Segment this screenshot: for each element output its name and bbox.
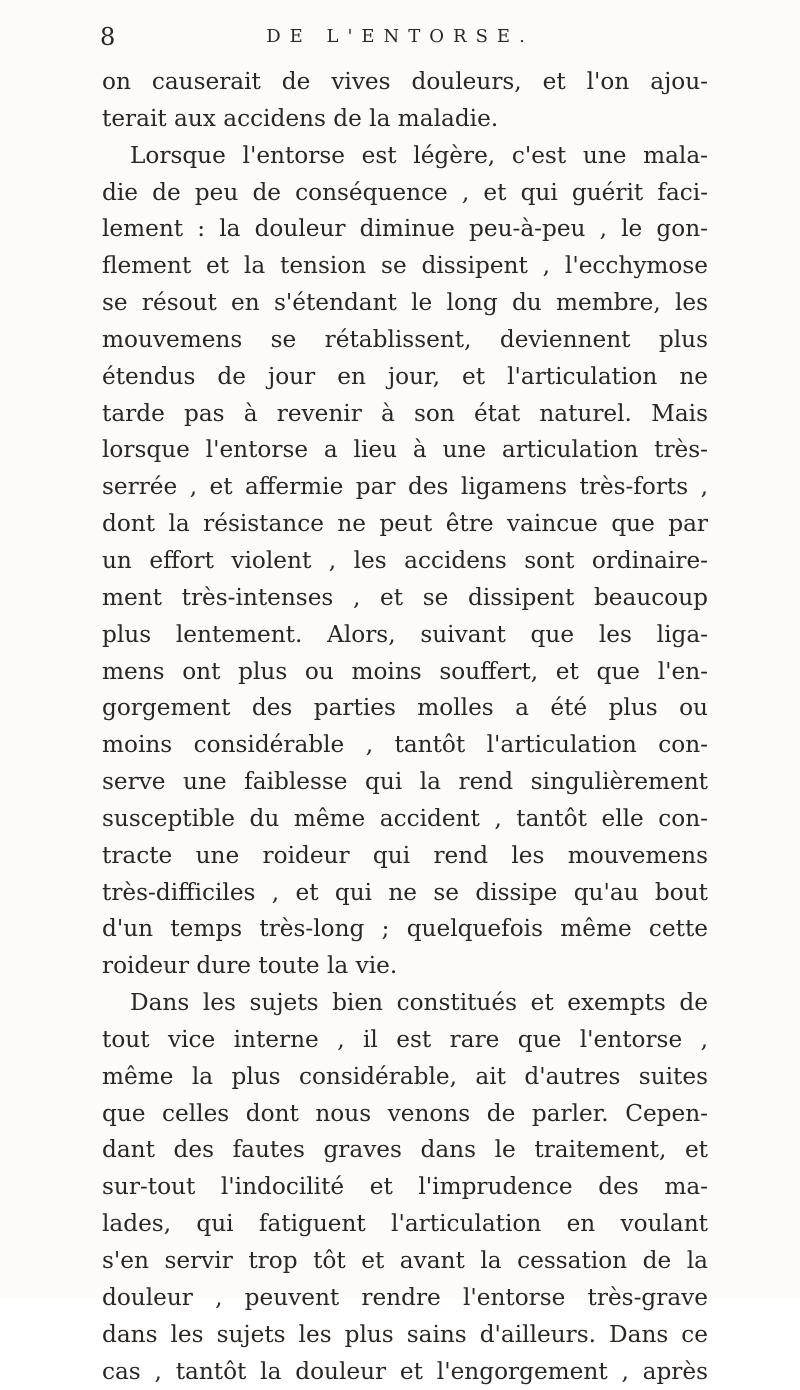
text-line: même la plus considérable, ait d'autres suites	[102, 1062, 708, 1090]
text-line: dans les sujets les plus sains d'ailleurs. Dans ce	[102, 1320, 708, 1348]
text-line: moins considérable , tantôt l'articulation con-	[102, 731, 708, 759]
text-line: mens ont plus ou moins souffert, et que l'en-	[102, 657, 708, 685]
text-line: serrée , et affermie par des ligamens très-forts ,	[102, 473, 708, 501]
text-line: très-difficiles , et qui ne se dissipe qu'au bout	[102, 878, 708, 906]
text-line: d'un temps très-long ; quelquefois même cette	[102, 915, 708, 943]
text-line: roideur dure toute la vie.	[102, 952, 398, 980]
text-line: plus lentement. Alors, suivant que les liga-	[102, 620, 708, 648]
text-line: se résout en s'étendant le long du membre, les	[102, 289, 708, 317]
text-line: tarde pas à revenir à son état naturel. Mais	[102, 399, 708, 427]
text-line: Lorsque l'entorse est légère, c'est une mala-	[130, 141, 708, 169]
text-line: dant des fautes graves dans le traitement, et	[102, 1136, 708, 1164]
text-line: gorgement des parties molles a été plus ou	[102, 694, 708, 722]
text-line: mouvemens se rétablissent, deviennent plus	[102, 325, 708, 353]
text-line: ment très-intenses , et se dissipent beaucoup	[102, 583, 708, 611]
text-line: on causerait de vives douleurs, et l'on ajou-	[102, 68, 708, 95]
running-head	[100, 20, 700, 54]
text-line: susceptible du même accident , tantôt elle con-	[102, 804, 708, 832]
text-line: die de peu de conséquence , et qui guérit faci-	[102, 178, 708, 206]
text-line: tout vice interne , il est rare que l'entorse ,	[102, 1025, 708, 1053]
text-line: cas , tantôt la douleur et l'engorgement , après	[102, 1357, 708, 1385]
text-line: Dans les sujets bien constitués et exempts de	[130, 989, 708, 1017]
text-line: lement : la douleur diminue peu-à-peu , le gon-	[102, 215, 708, 243]
text-line: serve une faiblesse qui la rend singulièrement	[102, 768, 708, 796]
text-line: que celles dont nous venons de parler. Cepen-	[102, 1099, 708, 1127]
text-line: dont la résistance ne peut être vaincue que par	[102, 510, 708, 538]
text-line: douleur , peuvent rendre l'entorse très-grave	[102, 1283, 708, 1311]
text-line: flement et la tension se dissipent , l'ecchymose	[102, 252, 708, 280]
text-line: sur-tout l'indocilité et l'imprudence des ma-	[102, 1173, 708, 1201]
page-number: 8	[100, 23, 116, 51]
text-line: un effort violent , les accidens sont ordinaire-	[102, 546, 708, 574]
text-line: s'en servir trop tôt et avant la cessation de la	[102, 1247, 708, 1274]
running-title: DE L'ENTORSE.	[266, 26, 534, 47]
text-line: terait aux accidens de la maladie.	[102, 104, 499, 132]
text-line: lades, qui fatiguent l'articulation en voulant	[102, 1210, 708, 1238]
text-line: lorsque l'entorse a lieu à une articulation très-	[102, 436, 708, 464]
body-text	[102, 64, 708, 1390]
text-line: tracte une roideur qui rend les mouvemens	[102, 841, 708, 869]
text-line: étendus de jour en jour, et l'articulation ne	[102, 362, 708, 390]
